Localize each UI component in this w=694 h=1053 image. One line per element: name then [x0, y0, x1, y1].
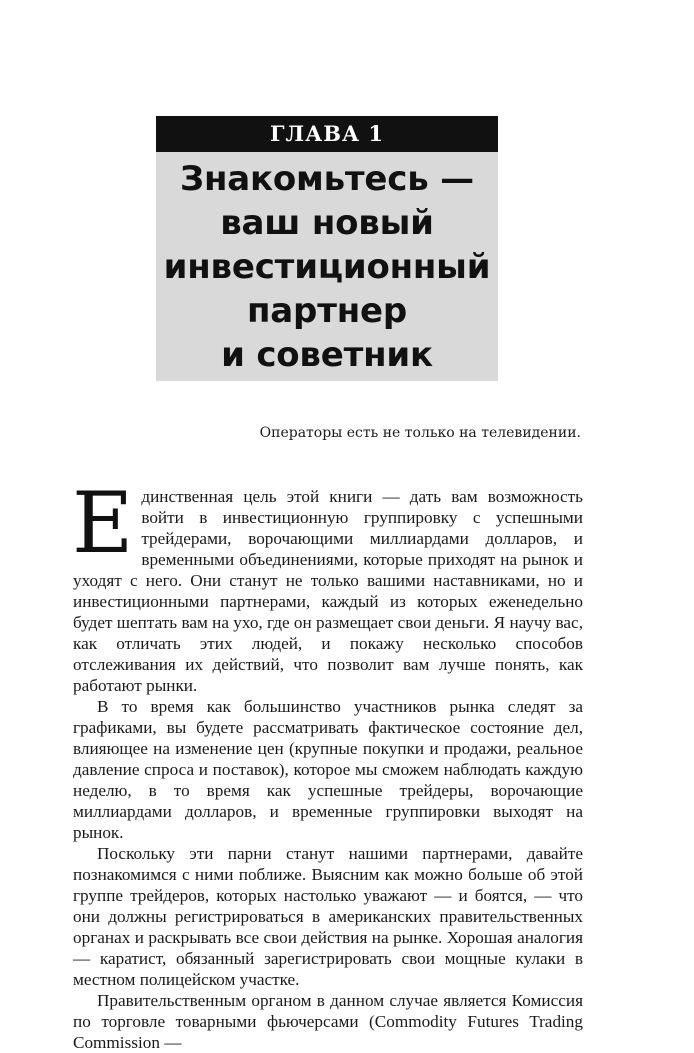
chapter-title-box — [156, 152, 498, 381]
chapter-label: ГЛАВА 1 — [156, 116, 498, 152]
paragraph: В то время как большинство участников рынка следят за графиками, вы будете рассматривать фактическое состояние дел, влияющее на изменение цен (крупные покупки и продажи, реальное давление спроса и поставок), которое мы сможем наблюдать каждую неделю, в то время как успешные трейдеры, ворочающие миллиардами долларов, и временные группировки выходят на рынок. — [73, 697, 583, 842]
chapter-title-line: Знакомьтесь — — [180, 158, 474, 199]
paragraph-text: динственная цель этой книги — дать вам возможность войти в инвестиционную группировку с успешными трейдерами, ворочающими миллиардами долларов, и временными объединениями, которые приходят на рынок и уходят с него. Они станут не только вашими наставниками, но и инвестиционными партнерами, каждый из которых еженедельно будет шептать вам на ухо, где он размещает свои деньги. Я научу вас, как отличать этих людей, и покажу несколько способов отслеживания их действий, что позволит вам лучше понять, как работают рынки. — [73, 487, 583, 695]
paragraph: Поскольку эти парни станут нашими партнерами, давайте познакомимся с ними поближе. Выясним как можно больше об этой группе трейдеров, которых настолько уважают — и боятся, — что они должны регистрироваться в американских правительственных органах и раскрывать все свои действия на рынке. Хорошая аналогия — каратист, обязанный зарегистрировать свои мощные кулаки в местном полицейском участке. — [73, 844, 583, 989]
drop-cap: Е — [72, 474, 134, 572]
paragraph: Правительственным органом в данном случае является Комиссия по торговле товарными фьючерсами (Commodity Futures Trading Commission — — [73, 991, 583, 1052]
chapter-title-line: и советник — [221, 334, 433, 375]
chapter-title-line: ваш новый — [220, 202, 434, 243]
body-text — [72, 474, 583, 1053]
epigraph: Операторы есть не только на телевидении. — [259, 425, 581, 441]
chapter-title — [164, 157, 491, 377]
chapter-title-line: инвестиционный — [163, 246, 491, 287]
chapter-title-line: партнер — [247, 290, 407, 331]
paragraph — [72, 474, 583, 696]
